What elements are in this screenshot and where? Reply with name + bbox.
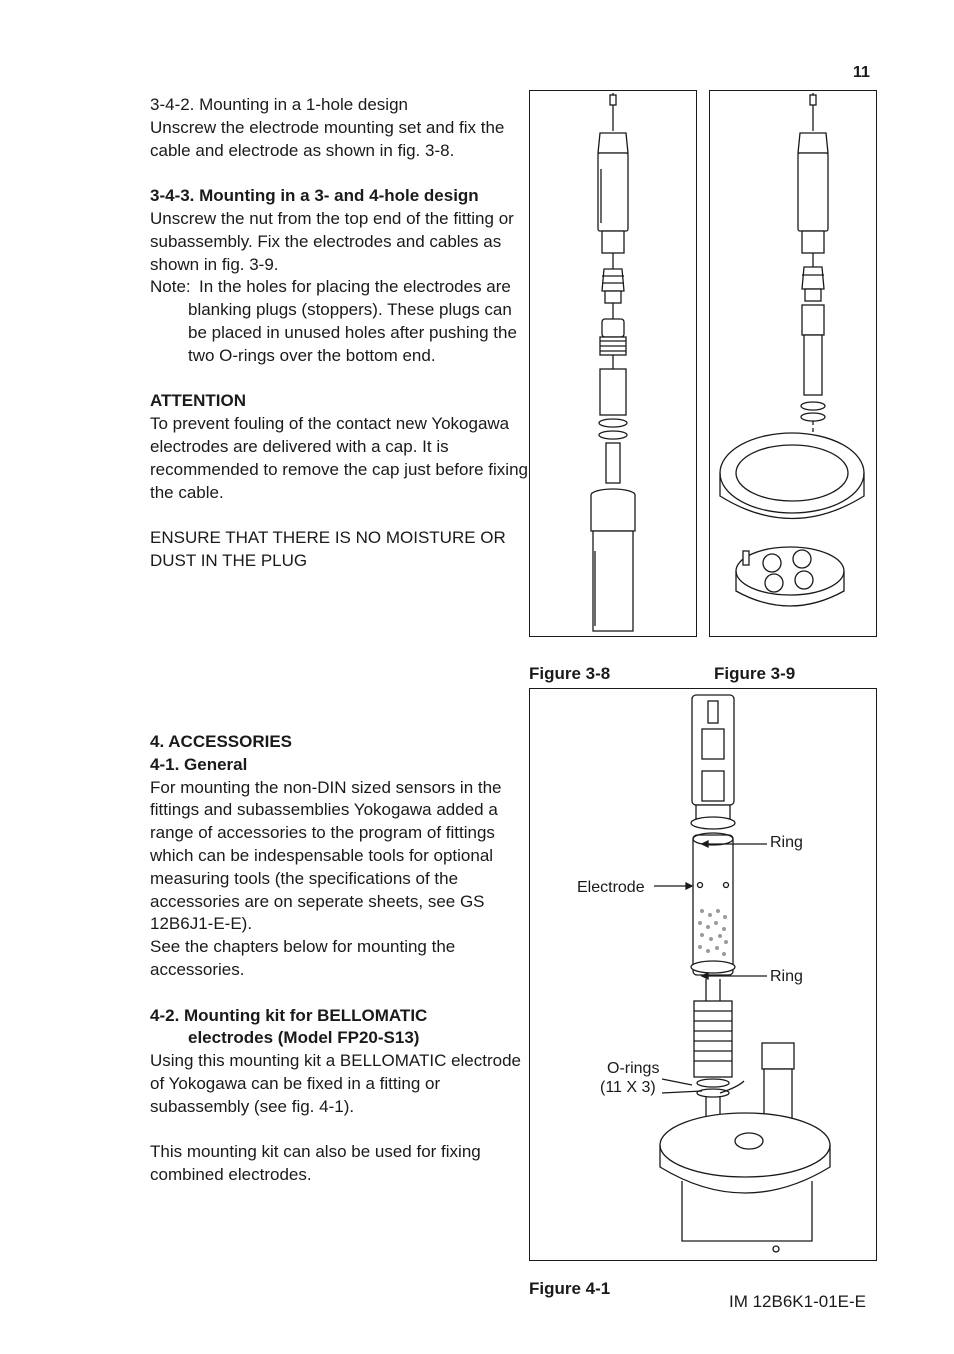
kit-heading-line2: electrodes (Model FP20-S13) <box>188 1028 420 1048</box>
document-id: IM 12B6K1-01E-E <box>729 1292 867 1311</box>
section-342-title: 3-4-2. Mounting in a 1-hole design <box>150 95 408 114</box>
label-electrode: Electrode <box>577 879 645 896</box>
note <box>150 276 528 299</box>
kit-body: Using this mounting kit a BELLOMATIC electrode of Yokogawa can be fixed in a fitting or subassembly (see fig. 4-1). <box>150 1051 522 1116</box>
label-orings-line2: (11 X 3) <box>600 1079 656 1096</box>
section-342-body: Unscrew the electrode mounting set and fix the cable and electrode as shown in fig. 3-8. <box>150 117 505 160</box>
page-number: 11 <box>853 64 870 81</box>
figure-4-1-illustration <box>529 688 877 1261</box>
note-text: In the holes for placing the electrodes are <box>199 277 511 297</box>
general-heading: 4-1. General <box>150 754 248 774</box>
figure-3-9-caption: Figure 3-9 <box>714 664 796 683</box>
section-343-body: Unscrew the nut from the top end of the fitting or subassembly. Fix the electrodes and cables as shown in fig. 3-9. <box>150 208 514 274</box>
accessories-heading: 4. ACCESSORIES <box>150 732 293 751</box>
label-ring-bottom: Ring <box>770 968 803 985</box>
figure-3-8-illustration <box>529 90 697 637</box>
label-ring-top: Ring <box>770 834 803 851</box>
kit-heading-line1: 4-2. Mounting kit for BELLOMATIC <box>150 1005 428 1025</box>
note-text-continued: blanking plugs (stoppers). These plugs can be placed in unused holes after pushing the two O-rings over the bottom end. <box>188 300 517 365</box>
attention-body: To prevent fouling of the contact new Yokogawa electrodes are delivered with a cap. It is recommended to remove the cap just before fixing the cable. <box>150 414 528 502</box>
note-label: Note: <box>150 277 191 297</box>
figure-4-1-caption: Figure 4-1 <box>529 1279 611 1298</box>
figure-3-8-caption: Figure 3-8 <box>529 664 611 683</box>
attention-warning: ENSURE THAT THERE IS NO MOISTURE OR DUST IN THE PLUG <box>150 528 506 570</box>
general-body-2: See the chapters below for mounting the accessories. <box>150 937 456 979</box>
section-343-heading: 3-4-3. Mounting in a 3- and 4-hole design <box>150 186 479 206</box>
kit-body-2: This mounting kit can also be used for fixing combined electrodes. <box>150 1142 481 1185</box>
attention-heading: ATTENTION <box>150 391 247 411</box>
figure-3-9-illustration <box>709 90 877 637</box>
label-orings-line1: O-rings <box>607 1060 660 1077</box>
text-column-top <box>150 94 528 573</box>
general-body: For mounting the non-DIN sized sensors in the fittings and subassemblies Yokogawa added a range of accessories to the program of fittings which can be indespensable tools for optional measuring tools (the specifications of the accessories are on seperate sheets, see GS 12B6J1-E-E). <box>150 777 502 934</box>
text-column-bottom <box>150 731 528 1187</box>
